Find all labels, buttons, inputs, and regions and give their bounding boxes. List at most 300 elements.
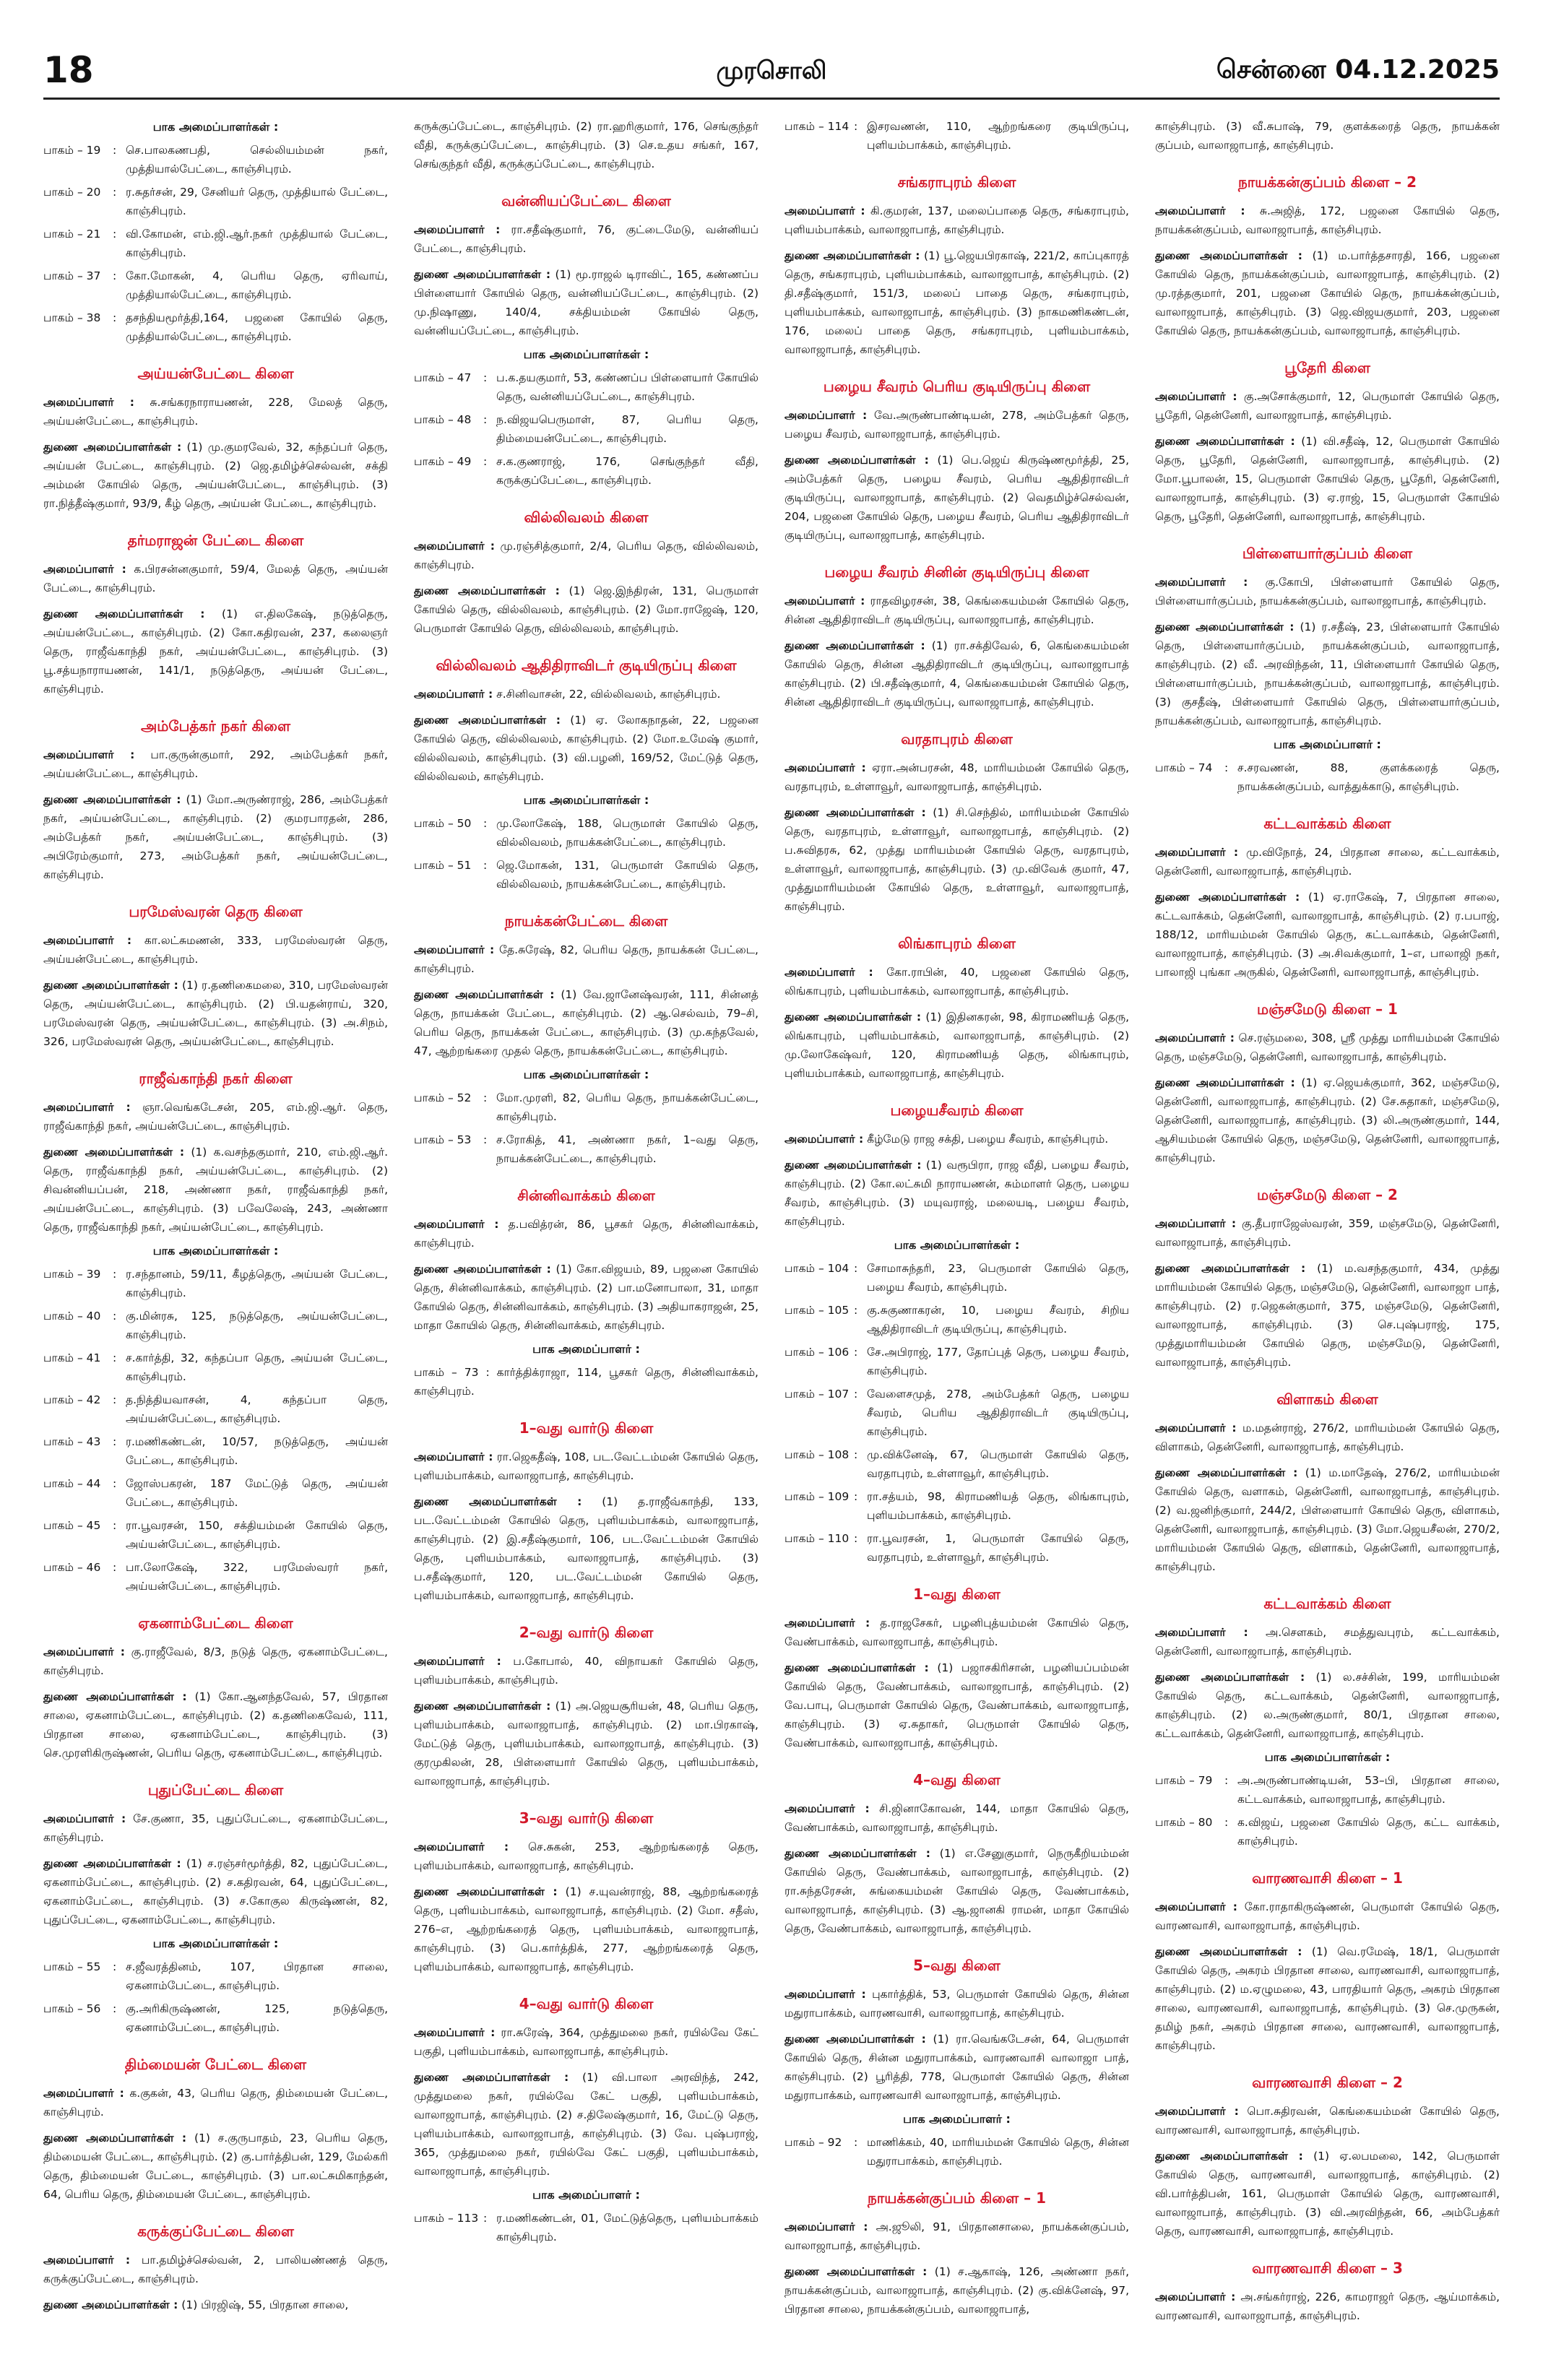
member-paragraph (43, 2295, 388, 2314)
branch-title: 5–வது கிளை (913, 1957, 1000, 1974)
booth-list-heading: பாக அமைப்பாளர் : (903, 2112, 1011, 2126)
role-label: அமைப்பாளர் : (414, 688, 493, 701)
branch-title: கருக்குப்பேட்டை கிளை (137, 2223, 294, 2240)
member-details: பொ.சுதிரவன், கெங்கையம்மன் கோயில் தெரு, வாரணவாசி, வாலாஜாபாத், காஞ்சிபுரம். (1155, 2105, 1500, 2137)
branch-section (1155, 1186, 1500, 1372)
branch-title: அம்பேத்கர் நகர் கிளை (140, 717, 291, 735)
booth-entry (414, 1130, 758, 1168)
member-paragraph (414, 1492, 758, 1605)
role-label: துணை அமைப்பாளர்கள் : (43, 793, 181, 806)
member-details: க.குகன், 43, பெரிய தெரு, திம்மையன் பேட்டை, காஞ்சிபுரம். (43, 2087, 388, 2119)
member-details: பா.தமிழ்ச்செல்வன், 2, பாலியண்ணத் தெரு, கருக்குப்பேட்டை, காஞ்சிபுரம். (43, 2254, 388, 2285)
role-label: அமைப்பாளர் : (1155, 204, 1245, 217)
role-label: அமைப்பாளர் : (785, 594, 865, 607)
branch-section (785, 1771, 1129, 1938)
branch-section (1155, 545, 1500, 796)
member-details: ம.மதன்ராஜ், 276/2, மாரியம்மன் கோயில் தெரு, விளாகம், தென்னேரி, வாலாஜாபாத், காஞ்சிபுரம். (1155, 1421, 1500, 1453)
member-paragraph (1155, 1463, 1500, 1576)
booth-number: பாகம் – 74 (1155, 761, 1213, 774)
member-paragraph (1155, 1897, 1500, 1935)
branch-section (43, 2056, 388, 2204)
branch-section (785, 1102, 1129, 1567)
member-paragraph (43, 1098, 388, 1135)
member-paragraph (414, 1882, 758, 1976)
member-paragraph (43, 1809, 388, 1847)
member-details: (1) ல.சச்சின், 199, மாரியம்மன் கோயில் தெரு, கட்டவாக்கம், தென்னேரி, வாலாஜாபாத், காஞ்சிபுரம். (2) ல.அருண்குமார், 80/1, பிரதான சாலை, கட்டவாக்கம், தென்னேரி, வாலாஜாபாத், காஞ்சிபுரம். (1155, 1671, 1500, 1740)
member-paragraph (1155, 387, 1500, 425)
booth-number: பாகம் – 106 (785, 1346, 850, 1359)
separator: : (113, 311, 117, 324)
booth-person: ரா.பூவரசன், 150, சக்தியம்மன் கோயில் தெரு, அய்யன்பேட்டை, காஞ்சிபுரம். (126, 1519, 388, 1551)
separator: : (1224, 1774, 1229, 1787)
role-label: அமைப்பாளர் : (1155, 1421, 1237, 1435)
branch-title: திம்மையன் பேட்டை கிளை (124, 2056, 307, 2073)
booth-person: ந.விஜயபெருமாள், 87, பெரிய தெரு, திம்மையன்பேட்டை, காஞ்சிபுரம். (496, 413, 758, 445)
role-label: துணை அமைப்பாளர்கள் : (785, 1661, 929, 1674)
member-details: அ.சங்கர்ராஜ், 226, காமராஜர் தெரு, ஆய்மாக்கம், வாரணவாசி, வாலாஜாபாத், காஞ்சிபுரம். (1155, 2290, 1500, 2322)
member-paragraph (1155, 1259, 1500, 1372)
member-paragraph (414, 537, 758, 574)
booth-list-heading: பாக அமைப்பாளர்கள் : (152, 1937, 279, 1950)
booth-entry (414, 2209, 758, 2246)
member-paragraph (414, 940, 758, 978)
branch-section (1155, 1869, 1500, 2055)
member-details: (1) ஏ.லபமலை, 142, பெருமாள் கோயில் தெரு, வாரணவாசி, வாலாஜாபாத், காஞ்சிபுரம். (2) வி.பார்த்திபன், 161, பெருமாள் கோயில் தெரு, வாரணவாசி, வாலாஜாபாத், காஞ்சிபுரம். (3) வி.அரவிந்தன், 66, அம்பேத்கர் தெரு, வாரணவாசி, வாலாஜாபாத், காஞ்சிபுரம். (1155, 2150, 1500, 2238)
member-paragraph (43, 2129, 388, 2204)
branch-title: 1–வது கிளை (913, 1585, 1000, 1603)
booth-number: பாகம் – 105 (785, 1304, 850, 1317)
member-details: ராதவிழரசன், 38, கெங்கையம்மன் கோயில் தெரு, சின்ன ஆதிதிராவிடர் குடியிருப்பு, வாலாஜாபாத், காஞ்சிபுரம். (785, 594, 1129, 626)
member-paragraph (785, 963, 1129, 1000)
member-details: (1) ரா.வெங்கடேசன், 64, பெருமாள் கோயில் தெரு, சின்ன மதுராபாக்கம், வாரணவாசி வாலாஜா பாத், காஞ்சிபுரம். (2) பூரித்தி, 778, பெருமாள் கோயில் தெரு, சின்ன மதுராபாக்கம், வாரணவாசி வாலாஜாபாத், காஞ்சிபுரம். (785, 2033, 1129, 2102)
member-details: (1) ச.யுவன்ராஜ், 88, ஆற்றங்கரைத் தெரு, புளியம்பாக்கம், வாலாஜாபாத், காஞ்சிபுரம். (2) மோ. சதீஸ், 276–எ, ஆற்றங்கரைத் தெரு, புளியம்பாக்கம், வாலாஜாபாத், காஞ்சிபுரம். (3) பெ.கார்த்திக், 277, ஆற்றங்கரைத் தெரு, புளியம்பாக்கம், வாலாஜாபாத், காஞ்சிபுரம். (414, 1885, 758, 1973)
member-paragraph (414, 1260, 758, 1335)
booth-person: ஜோஸ்பகரன், 187 மேட்டுத் தெரு, அய்யன் பேட்டை, காஞ்சிபுரம். (126, 1477, 388, 1509)
member-details: ரா.சதீஷ்குமார், 76, குட்டைமேடு, வன்னியப் பேட்டை, காஞ்சிபுரம். (414, 223, 758, 255)
member-paragraph (785, 1658, 1129, 1752)
booth-number: பாகம் – 104 (785, 1262, 850, 1275)
member-details: (1) இதினகரன், 98, கிராமணியத் தெரு, லிங்காபுரம், புளியம்பாக்கம், வாலாஜாபாத், காஞ்சிபுரம். (2) மு.லோகேஷ்வர், 120, கிராமணியத் தெரு, லிங்காபுரம், புளியம்பாக்கம், வாலாஜாபாத், காஞ்சிபுரம். (785, 1011, 1129, 1080)
booth-person: கு.அரிகிருஷ்ணன், 125, நடுத்தெரு, ஏகனாம்பேட்டை, காஞ்சிபுரம். (126, 2002, 388, 2034)
role-label: அமைப்பாளர் : (414, 1450, 493, 1463)
role-label: அமைப்பாளர் : (43, 563, 126, 576)
member-paragraph (43, 1687, 388, 1762)
branch-section (1155, 2074, 1500, 2241)
booth-entry (785, 1301, 1129, 1338)
member-paragraph (1155, 432, 1500, 526)
booth-number: பாகம் – 46 (43, 1561, 101, 1574)
member-details: கீழ்மேடு ராஜ சக்தி, பழைய சீவரம், காஞ்சிபுரம். (867, 1133, 1109, 1146)
member-details: (1) வி.சதீஷ், 12, பெருமாள் கோயில் தெரு, பூதேரி, தென்னேரி, வாலாஜாபாத், காஞ்சிபுரம். (2) மோ.பூபாலன், 15, பெருமாள் கோயில் தெரு, பூதேரி, தென்னேரி, வாலாஜாபாத், காஞ்சிபுரம். (3) ஏ.ராஜ், 15, பெருமாள் கோயில் தெரு, பூதேரி, தென்னேரி, வாலாஜாபாத், காஞ்சிபுரம். (1155, 435, 1500, 523)
member-details: (1) அ.ஜெயசூரியன், 48, பெரிய தெரு, புளியம்பாக்கம், வாலாஜாபாத், காஞ்சிபுரம். (2) மா.பிரகாஷ், மேட்டுத் தெரு, புளியம்பாக்கம், வாலாஜாபாத், காஞ்சிபுரம். (3) குரமுகிலன், 28, பிள்ளையார் கோயில் தெரு, புளியம்பாக்கம், வாலாஜாபாத், காஞ்சிபுரம். (414, 1700, 758, 1788)
branch-section (1155, 1595, 1500, 1851)
member-paragraph (43, 1854, 388, 1929)
branch-title: நாயக்கன்குப்பம் கிளை – 2 (1237, 173, 1417, 191)
branch-title: கட்டவாக்கம் கிளை (1263, 815, 1391, 832)
member-details: (1) சி.செந்தில், மாரியம்மன் கோயில் தெரு, வரதாபுரம், உள்ளாவூர், வாலாஜாபாத், காஞ்சிபுரம். (2) ப.சுவிதரசு, 62, முத்து மாரியம்மன் கோயில் தெரு, வரதாபுரம், உள்ளாவூர், வாலாஜாபாத், காஞ்சிபுரம். (3) மு.விவேக் குமார், 47, முத்துமாரியம்மன் கோயில் தெரு, உள்ளாவூர், வாலாஜாபாத், காஞ்சிபுரம். (785, 806, 1129, 913)
role-label: துணை அமைப்பாளர்கள் : (43, 2298, 178, 2311)
member-paragraph (1155, 1419, 1500, 1456)
role-label: அமைப்பாளர் : (1155, 846, 1239, 859)
booth-person: ச.கார்த்தி, 32, கந்தப்பா தெரு, அய்யன் பேட்டை, காஞ்சிபுரம். (126, 1351, 388, 1383)
branch-title: விளாகம் கிளை (1276, 1390, 1378, 1408)
member-details: சே.குணா, 35, புதுப்பேட்டை, ஏகனாம்பேட்டை, காஞ்சிபுரம். (43, 1812, 388, 1844)
member-details: செ.ரஞ்மலை, 308, ஸ்ரீ முத்து மாரியம்மன் கோயில் தெரு, மஞ்சமேடு, தென்னேரி, வாலாஜாபாத், காஞ்சிபுரம். (1155, 1031, 1500, 1063)
member-details: சு.சங்கரநாராயணன், 228, மேலத் தெரு, அய்யன்பேட்டை, காஞ்சிபுரம். (43, 396, 388, 428)
separator: : (113, 228, 117, 241)
branch-title: சங்கராபுரம் கிளை (897, 173, 1016, 191)
branch-title: பழைய சீவரம் பெரிய குடியிருப்பு கிளை (823, 378, 1091, 395)
separator: : (854, 1388, 858, 1401)
separator: : (113, 269, 117, 282)
paper-name: முரசொலி (716, 56, 827, 85)
role-label: அமைப்பாளர் : (1155, 2105, 1239, 2118)
member-details: (1) மு.குமரவேல், 32, கந்தப்பர் தெரு, அய்யன் பேட்டை, காஞ்சிபுரம். (2) ஜெ.தமிழ்ச்செல்வன், சக்தி அம்மன் கோயில் தெரு, அய்யன்பேட்டை, காஞ்சிபுரம். (3) ரா.நித்தீஷ்குமார், 93/9, கீழ் தெரு, அய்யன் பேட்டை, காஞ்சிபுரம். (43, 441, 388, 510)
separator: : (113, 144, 117, 157)
branch-section (1155, 359, 1500, 526)
booth-entry (414, 452, 758, 490)
booth-person: ரா.சத்யம், 98, கிராமணியத் தெரு, லிங்காபுரம், புளியம்பாக்கம், காஞ்சிபுரம். (867, 1490, 1129, 1522)
separator: : (113, 1268, 117, 1281)
booth-number: பாகம் – 44 (43, 1477, 101, 1490)
member-paragraph (414, 685, 758, 704)
member-details: (1) ஏ.ஜெயக்குமார், 362, மஞ்சமேடு, தென்னேரி, வாலாஜாபாத், காஞ்சிபுரம். (2) சே.சுதாகர், மஞ்சமேடு, தென்னேரி, வாலாஜாபாத், காஞ்சிபுரம். (3) லி.அருண்குமார், 144, ஆசியம்மன் கோயில் தெரு, மஞ்சமேடு, தென்னேரி, வாலாஜாபாத், காஞ்சிபுரம். (1155, 1076, 1500, 1164)
member-details: (1) பிரஜிஷ், 55, பிரதான சாலை, (181, 2298, 349, 2311)
member-details: (1) ச.குருபாதம், 23, பெரிய தெரு, திம்மையன் பேட்டை, காஞ்சிபுரம். (2) கு.பார்த்திபன், 129, மேல்கரி தெரு, திம்மையன் பேட்டை, காஞ்சிபுரம். (3) பா.லட்சுமிகாந்தன், 64, பெரிய தெரு, திம்மையன் பேட்டை, காஞ்சிபுரம். (43, 2132, 388, 2201)
member-details: ப.கோபால், 40, விநாயகர் கோயில் தெரு, புளியம்பாக்கம், காஞ்சிபுரம். (414, 1655, 758, 1687)
member-details: (1) க.வசந்தகுமார், 210, எம்.ஜி.ஆர். தெரு, ராஜீவ்காந்தி நகர், அய்யன்பேட்டை, காஞ்சிபுரம். (2) சிவன்னியப்பன், 218, அண்ணா நகர், ராஜீவ்காந்தி நகர், அய்யன்பேட்டை, காஞ்சிபுரம். (3) பவேலேஷ், 243, அண்ணா தெரு, ராஜீவ்காந்தி நகர், அய்யன்பேட்டை, காஞ்சிபுரம். (43, 1146, 388, 1234)
member-details: (1) ம.பார்த்தசாரதி, 166, பஜனை கோயில் தெரு, நாயக்கன்குப்பம், வாலாஜாபாத், காஞ்சிபுரம். (2) மு.ரத்தகுமார், 201, பஜனை கோயில் தெரு, நாயக்கன்குப்பம், வாலாஜாபாத், காஞ்சிபுரம். (3) ஜெ.விஜயகுமார், 203, பஜனை கோயில் தெரு, நாயக்கன்குப்பம், வாலாஜாபாத், காஞ்சிபுரம். (1155, 249, 1500, 337)
booth-person: மு.விக்னேஷ், 67, பெருமாள் கோயில் தெரு, வரதாபுரம், உள்ளாவூர், காஞ்சிபுரம். (867, 1448, 1129, 1480)
booth-number: பாகம் – 56 (43, 2002, 101, 2015)
role-label: அமைப்பாளர் : (414, 1218, 499, 1231)
branch-section (1155, 815, 1500, 982)
booth-number: பாகம் – 38 (43, 311, 101, 324)
member-details: க.பிரசன்னகுமார், 59/4, மேலத் தெரு, அய்யன் பேட்டை, காஞ்சிபுரம். (43, 563, 388, 594)
role-label: துணை அமைப்பாளர்கள் : (43, 1690, 187, 1703)
member-details: அ.ஜூலி, 91, பிரதானசாலை, நாயக்கன்குப்பம், வாலாஜாபாத், காஞ்சிபுரம். (785, 2220, 1129, 2252)
role-label: அமைப்பாளர் : (1155, 576, 1248, 589)
branch-title: ஏகனாம்பேட்டை கிளை (138, 1614, 293, 1632)
branch-section (785, 117, 1129, 155)
booth-number: பாகம் – 92 (785, 2136, 842, 2149)
column (414, 117, 758, 2363)
role-label: துணை அமைப்பாளர்கள் : (43, 607, 205, 620)
booth-number: பாகம் – 55 (43, 1960, 101, 1973)
member-paragraph (1155, 843, 1500, 880)
member-paragraph (1155, 117, 1500, 155)
role-label: துணை அமைப்பாளர்கள் : (1155, 1671, 1305, 1684)
branch-title: மஞ்சமேடு கிளை – 2 (1257, 1186, 1398, 1203)
booth-entry (43, 225, 388, 262)
booth-number: பாகம் – 21 (43, 228, 101, 241)
role-label: துணை அமைப்பாளர்கள் : (1155, 1262, 1306, 1275)
member-paragraph (1155, 1623, 1500, 1661)
member-details: கருக்குப்பேட்டை, காஞ்சிபுரம். (2) ரா.ஹரிகுமார், 176, செங்குந்தர் வீதி, கருக்குப்பேட்டை, காஞ்சிபுரம். (3) செ.உதய சங்கர், 167, செங்குந்தர் வீதி, கருக்குப்பேட்டை, காஞ்சிபுரம். (414, 120, 758, 170)
booth-entry (785, 1343, 1129, 1380)
separator: : (854, 1448, 858, 1461)
booth-person: மு.லோகேஷ், 188, பெருமாள் கோயில் தெரு, வில்லிவலம், நாயக்கன்பேட்டை, காஞ்சிபுரம். (496, 817, 758, 849)
booth-entry (785, 2133, 1129, 2171)
member-details: கு.ராஜீவேல், 8/3, நடுத் தெரு, ஏகனாம்பேட்டை, காஞ்சிபுரம். (43, 1645, 388, 1677)
role-label: அமைப்பாளர் : (414, 2026, 496, 2039)
member-paragraph (43, 1143, 388, 1237)
member-details: மு.விநோத், 24, பிரதான சாலை, கட்டவாக்கம், தென்னேரி, வாலாஜாபாத், காஞ்சிபுரம். (1155, 846, 1500, 878)
branch-section (43, 1070, 388, 1596)
role-label: அமைப்பாளர் : (785, 761, 866, 774)
member-details: ச.சினிவாசன், 22, வில்லிவலம், காஞ்சிபுரம். (496, 688, 721, 701)
member-details: சு.அஜித், 172, பஜனை கோயில் தெரு, நாயக்கன்குப்பம், வாலாஜாபாத், காஞ்சிபுரம். (1155, 204, 1500, 236)
booth-entry (43, 1558, 388, 1596)
role-label: துணை அமைப்பாளர்கள் : (414, 1263, 551, 1276)
separator: : (854, 1490, 858, 1503)
role-label: துணை அமைப்பாளர்கள் : (43, 441, 182, 454)
role-label: அமைப்பாளர் : (785, 966, 873, 979)
role-label: துணை அமைப்பாளர்கள் : (785, 454, 929, 467)
member-paragraph (785, 246, 1129, 359)
booth-entry (43, 1265, 388, 1302)
booth-number: பாகம் – 40 (43, 1310, 101, 1323)
branch-section (414, 1624, 758, 1791)
separator: : (483, 2212, 488, 2225)
branch-section (1155, 117, 1500, 155)
role-label: அமைப்பாளர் : (785, 1988, 866, 2001)
branch-title: 4–வது வார்டு கிளை (519, 1995, 654, 2012)
branch-title: சின்னிவாக்கம் கிளை (517, 1187, 655, 1204)
booth-list-heading: பாக அமைப்பாளர்கள் : (523, 793, 649, 807)
booth-entry (43, 1957, 388, 1995)
booth-number: பாகம் – 109 (785, 1490, 850, 1503)
member-paragraph (414, 265, 758, 340)
booth-number: பாகம் – 113 (414, 2212, 479, 2225)
branch-title: தர்மராஜன் பேட்டை கிளை (127, 532, 304, 549)
member-paragraph (785, 758, 1129, 796)
role-label: அமைப்பாளர் : (414, 1840, 509, 1853)
role-label: துணை அமைப்பாளர்கள் : (414, 1700, 551, 1713)
branch-section (43, 1614, 388, 1762)
role-label: துணை அமைப்பாளர்கள் : (1155, 2150, 1303, 2163)
member-paragraph (785, 592, 1129, 629)
member-paragraph (785, 451, 1129, 545)
dateline: சென்னை 04.12.2025 (1216, 55, 1500, 85)
role-label: அமைப்பாளர் : (1155, 1900, 1238, 1913)
branch-section (43, 1781, 388, 2037)
booth-number: பாகம் – 20 (43, 186, 101, 199)
member-details: (1) ஏ. லோகநாதன், 22, பஜனை கோயில் தெரு, வில்லிவலம், காஞ்சிபுரம். (2) மோ.உமேஷ் குமார், வில்லிவலம், காஞ்சிபுரம். (3) வி.பழனி, 169/52, மேட்டுத் தெரு, வில்லிவலம், காஞ்சிபுரம். (414, 714, 758, 783)
member-paragraph (1155, 888, 1500, 982)
booth-list-heading: பாக அமைப்பாளர்கள் : (523, 347, 649, 361)
member-details: கு.அசோக்குமார், 12, பெருமாள் கோயில் தெரு, பூதேரி, தென்னேரி, வாலாஜாபாத், காஞ்சிபுரம். (1155, 390, 1500, 422)
booth-person: கு.சுகுணாகரன், 10, பழைய சீவரம், சிறிய ஆதிதிராவிடர் குடியிருப்பு, காஞ்சிபுரம். (867, 1304, 1129, 1336)
branch-section (43, 365, 388, 513)
separator: : (483, 817, 488, 830)
role-label: அமைப்பாளர் : (785, 204, 865, 217)
member-paragraph (785, 406, 1129, 443)
member-paragraph (414, 1697, 758, 1791)
branch-section (414, 117, 758, 173)
member-paragraph (43, 605, 388, 698)
member-paragraph (43, 560, 388, 597)
role-label: அமைப்பாளர் : (43, 1101, 131, 1114)
member-details: (1) எ.சேனுகுமார், நெருகீறியம்மன் கோயில் தெரு, வேண்பாக்கம், வாலாஜாபாத், காஞ்சிபுரம். (2) ரா.சுந்தரேசன், சுங்கையம்மன் கோயில் தெரு, வேண்பாக்கம், வாலாஜாபாத், காஞ்சிபுரம். (3) ஆ.ஜானகி ராமன், மாதா கோயில் தெரு, வேண்பாக்கம், வாலாஜாபாத், காஞ்சிபுரம். (785, 1847, 1129, 1935)
separator: : (113, 1435, 117, 1448)
role-label: துணை அமைப்பாளர்கள் : (1155, 891, 1300, 904)
role-label: துணை அமைப்பாளர்கள் : (1155, 1945, 1302, 1958)
branch-title: மஞ்சமேடு கிளை – 1 (1257, 1000, 1398, 1018)
member-paragraph (1155, 1668, 1500, 1743)
booth-person: த.நித்தியவாசன், 4, கந்தப்பா தெரு, அய்யன்பேட்டை, காஞ்சிபுரம். (126, 1393, 388, 1425)
role-label: துணை அமைப்பாளர்கள் : (43, 979, 178, 992)
branch-title: 2–வது வார்டு கிளை (519, 1624, 654, 1641)
branch-section (785, 1585, 1129, 1752)
branch-title: அய்யன்பேட்டை கிளை (137, 365, 294, 382)
booth-person: வேளைசமுத், 278, அம்பேத்கர் தெரு, பழைய சீவரம், பெரிய ஆதிதிராவிடர் குடியிருப்பு, காஞ்சிபுரம். (867, 1388, 1129, 1438)
branch-section (43, 2223, 388, 2314)
booth-entry (43, 1999, 388, 2037)
booth-number: பாகம் – 42 (43, 1393, 101, 1406)
booth-entry (1155, 1813, 1500, 1851)
member-details: பா.குருன்குமார், 292, அம்பேத்கர் நகர், அய்யன்பேட்டை, காஞ்சிபுரம். (43, 748, 388, 780)
member-paragraph (785, 636, 1129, 711)
member-paragraph (1155, 618, 1500, 730)
booth-person: ச.க.குணராஜ், 176, செங்குந்தர் வீதி, கருக்குப்பேட்டை, காஞ்சிபுரம். (496, 455, 758, 487)
member-paragraph (1155, 202, 1500, 239)
member-paragraph (785, 2030, 1129, 2105)
member-paragraph (785, 1799, 1129, 1837)
separator: : (1224, 1816, 1229, 1829)
role-label: அமைப்பாளர் : (1155, 390, 1237, 403)
booth-entry (43, 267, 388, 304)
member-paragraph (785, 202, 1129, 239)
booth-number: பாகம் – 114 (785, 120, 850, 133)
booth-list-heading: பாக அமைப்பாளர்கள் : (894, 1238, 1020, 1252)
booth-person: ர.சந்தானம், 59/11, கீழத்தெரு, அய்யன் பேட்டை, காஞ்சிபுரம். (126, 1268, 388, 1299)
separator: : (113, 1561, 117, 1574)
branch-section (785, 378, 1129, 545)
member-details: (1) கோ.விஜயம், 89, பஜனை கோயில் தெரு, சின்னிவாக்கம், காஞ்சிபுரம். (2) பா.மனோபாலா, 31, மாதா கோயில் தெரு, சின்னிவாக்கம், காஞ்சிபுரம். (3) அதியாகராஜன், 25, மாதா கோயில் தெரு, சின்னிவாக்கம், காஞ்சிபுரம். (414, 1263, 758, 1332)
member-details: (1) ஏ.ராகேஷ், 7, பிரதான சாலை, கட்டவாக்கம், தென்னேரி, வாலாஜாபாத், காஞ்சிபுரம். (2) ர.பபாஜ், 188/12, மாரியம்மன் கோயில் தெரு, கட்டவாக்கம், தென்னேரி, வாலாஜாபாத், காஞ்சிபுரம். (3) அ.சிவக்குமார், 1–எ, பாலாஜி நகர், பாலாஜி புங்கா அருகில், தென்னேரி, வாலாஜாபாத், காஞ்சிபுரம். (1155, 891, 1500, 979)
booth-entry (785, 1385, 1129, 1441)
member-paragraph (43, 931, 388, 969)
branch-section (43, 717, 388, 884)
booth-number: பாகம் – 41 (43, 1351, 101, 1364)
branch-title: பழையசீவரம் கிளை (890, 1102, 1024, 1119)
role-label: துணை அமைப்பாளர்கள் : (785, 1011, 922, 1024)
member-details: (1) பூ.ஜெயபிரகாஷ், 221/2, காப்புகாரத் தெரு, சங்கராபுரம், புளியம்பாக்கம், வாலாஜாபாத், காஞ்சிபுரம். (2) தி.சதீஷ்குமார், 151/3, மலைப் பாதை தெரு, சங்கராபுரம், புளியம்பாக்கம், வாலாஜாபாத், காஞ்சிபுரம். (3) நாகமணிகண்டன், 176, மலைப் பாதை தெரு, சங்கராபுரம், புளியம்பாக்கம், வாலாஜாபாத், காஞ்சிபுரம். (785, 249, 1129, 356)
member-paragraph (414, 220, 758, 258)
role-label: துணை அமைப்பாளர்கள் : (414, 2071, 569, 2084)
role-label: அமைப்பாளர் : (43, 2087, 124, 2100)
booth-number: பாகம் – 50 (414, 817, 472, 830)
member-details: கோ.ராபின், 40, பஜனை கோயில் தெரு, லிங்காபுரம், புளியம்பாக்கம், வாலாஜாபாத், காஞ்சிபுரம். (785, 966, 1129, 998)
member-details: மு.ரஞ்சித்குமார், 2/4, பெரிய தெரு, வில்லிவலம், காஞ்சிபுரம். (414, 540, 758, 571)
role-label: அமைப்பாளர் : (785, 1133, 864, 1146)
member-paragraph (414, 1838, 758, 1875)
role-label: அமைப்பாளர் : (785, 409, 868, 422)
role-label: துணை அமைப்பாளர்கள் : (1155, 1076, 1295, 1089)
member-paragraph (414, 711, 758, 786)
branch-title: பழைய சீவரம் சினின் குடியிருப்பு கிளை (824, 563, 1089, 581)
role-label: துணை அமைப்பாளர்கள் : (43, 1146, 185, 1159)
member-paragraph (1155, 1029, 1500, 1066)
branch-section (43, 903, 388, 1051)
member-details: த.ராஜசேகர், பழனிபுத்யம்மன் கோயில் தெரு, வேண்பாக்கம், வாலாஜாபாத், காஞ்சிபுரம். (785, 1617, 1129, 1648)
role-label: துணை அமைப்பாளர்கள் : (1155, 1466, 1298, 1479)
branch-title: பூதேரி கிளை (1284, 359, 1370, 376)
member-details: (1) வே.ஜானேஷ்வரன், 111, சின்னத் தெரு, நாயக்கன் பேட்டை, காஞ்சிபுரம். (2) ஆ.செல்வம், 79–சி, பெரிய தெரு, நாயக்கன் பேட்டை, காஞ்சிபுரம். (3) மு.கந்தவேல், 47, ஆற்றங்கரை முதல் தெரு, நாயக்கன்பேட்டை, காஞ்சிபுரம். (414, 988, 758, 1057)
member-paragraph (43, 2084, 388, 2121)
separator: : (854, 120, 858, 133)
role-label: அமைப்பாளர் : (43, 1812, 126, 1825)
member-details: வே.அருண்பாண்டியன், 278, அம்பேத்கர் தெரு, பழைய சீவரம், வாலாஜாபாத், காஞ்சிபுரம். (785, 409, 1129, 441)
separator: : (483, 859, 488, 872)
booth-number: பாகம் – 51 (414, 859, 472, 872)
role-label: அமைப்பாளர் : (785, 1802, 870, 1815)
role-label: அமைப்பாளர் : (43, 748, 135, 761)
role-label: துணை அமைப்பாளர்கள் : (785, 1159, 922, 1172)
member-details: (1) பஜாசகிரிசான், பழனியப்பம்மன் கோயில் தெரு, வேண்பாக்கம், வாலாஜாபாத், காஞ்சிபுரம். (2) வே.பாபு, பெருமாள் கோயில் தெரு, வேண்பாக்கம், வாலாஜாபாத், காஞ்சிபுரம். (3) ஏ.சுதாகர், பெருமாள் கோயில் தெரு, வேண்பாக்கம், வாலாஜாபாத், காஞ்சிபுரம். (785, 1661, 1129, 1749)
member-details: (1) த.ராஜீவ்காந்தி, 133, பட.வேட்டம்மன் கோயில் தெரு, புளியம்பாக்கம், வாலாஜாபாத், காஞ்சிபுரம். (2) இ.சதீஷ்குமார், 106, பட.வேட்டம்மன் கோயில் தெரு, புளியம்பாக்கம், வாலாஜாபாத், காஞ்சிபுரம். (3) ப.சதீஷ்குமார், 120, பட.வேட்டம்மன் கோயில் தெரு, புளியம்பாக்கம், வாலாஜாபாத், காஞ்சிபுரம். (414, 1495, 758, 1602)
separator: : (854, 2136, 858, 2149)
member-details: (1) ஜெ.இந்திரன், 131, பெருமாள் கோயில் தெரு, வில்லிவலம், காஞ்சிபுரம். (2) மோ.ராஜேஷ், 120, பெருமாள் கோயில் தெரு, வில்லிவலம், காஞ்சிபுரம். (414, 584, 758, 635)
role-label: துணை அமைப்பாளர்கள் : (414, 584, 560, 597)
member-paragraph (785, 1985, 1129, 2022)
branch-section (785, 1957, 1129, 2171)
role-label: துணை அமைப்பாளர்கள் : (43, 2132, 187, 2145)
booth-person: மாணிக்கம், 40, மாரியம்மன் கோயில் தெரு, சின்ன மதுராபாக்கம், காஞ்சிபுரம். (867, 2136, 1129, 2168)
member-details: கு.தீபராஜேஸ்வரன், 359, மஞ்சமேடு, தென்னேரி, வாலாஜாபாத், காஞ்சிபுரம். (1155, 1217, 1500, 1249)
separator: : (483, 1133, 488, 1146)
role-label: அமைப்பாளர் : (43, 934, 132, 947)
branch-section (414, 657, 758, 893)
booth-entry (414, 814, 758, 852)
branch-title: 1–வது வார்டு கிளை (519, 1419, 654, 1437)
booth-person: செ.பாலகணபதி, செல்லியம்மன் நகர், முத்தியால்பேட்டை, காஞ்சிபுரம். (126, 144, 388, 176)
booth-entry (43, 1432, 388, 1470)
member-details: (1) ம.வசந்தகுமார், 434, முத்து மாரியம்மன் கோயில் தெரு, மஞ்சமேடு, தென்னேரி, வாலாஜா பாத், காஞ்சிபுரம். (2) ர.ஜெகன்குமார், 375, மஞ்சமேடு, தென்னேரி, வாலாஜாபாத், காஞ்சிபுரம். (3) செ.புஷ்பராஜ், 175, முத்துமாரியம்மன் கோயில் தெரு, மஞ்சமேடு, தென்னேரி, வாலாஜாபாத், காஞ்சிபுரம். (1155, 1262, 1500, 1369)
member-paragraph (43, 1643, 388, 1680)
member-details: ரா.ஜெகதீஷ், 108, பட.வேட்டம்மன் கோயில் தெரு, புளியம்பாக்கம், வாலாஜாபாத், காஞ்சிபுரம். (414, 1450, 758, 1482)
branch-title: வரதாபுரம் கிளை (901, 730, 1013, 748)
branch-section (785, 2189, 1129, 2319)
member-paragraph (43, 438, 388, 513)
booth-entry (785, 1487, 1129, 1525)
booth-person: சோமாசுந்தரி, 23, பெருமாள் கோயில் தெரு, பழைய சீவரம், காஞ்சிபுரம். (867, 1262, 1129, 1294)
branch-title: ராஜீவ்காந்தி நகர் கிளை (139, 1070, 293, 1087)
booth-list-heading: பாக அமைப்பாளர் : (532, 1342, 640, 1356)
role-label: துணை அமைப்பாளர்கள் : (1155, 249, 1302, 262)
booth-person: க.விஜய், பஜனை கோயில் தெரு, கட்ட வாக்கம், காஞ்சிபுரம். (1237, 1816, 1500, 1848)
branch-title: பரமேஸ்வரன் தெரு கிளை (129, 903, 303, 920)
role-label: அமைப்பாளர் : (1155, 1626, 1248, 1639)
member-paragraph (785, 1130, 1129, 1148)
member-paragraph (785, 2217, 1129, 2255)
role-label: அமைப்பாளர் : (1155, 1217, 1237, 1230)
booth-person: ரா.பூவரசன், 1, பெருமாள் கோயில் தெரு, வரதாபுரம், உள்ளாவூர், காஞ்சிபுரம். (867, 1532, 1129, 1564)
member-paragraph (414, 1448, 758, 1485)
member-details: கோ.ராதாகிருஷ்ணன், பெருமாள் கோயில் தெரு, வாரணவாசி, வாலாஜாபாத், காஞ்சிபுரம். (1155, 1900, 1500, 1932)
separator: : (113, 2002, 117, 2015)
role-label: அமைப்பாளர் : (785, 2220, 868, 2233)
separator: : (113, 1310, 117, 1323)
branch-section (414, 1809, 758, 1976)
member-paragraph (43, 745, 388, 783)
separator: : (113, 1477, 117, 1490)
member-details: (1) வி.பாலா அரவிந்த், 242, முத்துமலை நகர், ரயில்வே கேட் பகுதி, புளியம்பாக்கம், வாலாஜாபாத், காஞ்சிபுரம். (2) ச.திலேஷ்குமார், 16, மேட்டு தெரு, புளியம்பாக்கம், வாலாஜாபாத், காஞ்சிபுரம். (3) வே. புஷ்பராஜ், 365, முத்துமலை நகர், ரயில்வே கேட் பகுதி, புளியம்பாக்கம், வாலாஜாபாத், காஞ்சிபுரம். (414, 2071, 758, 2178)
separator: : (483, 413, 488, 426)
role-label: துணை அமைப்பாளர்கள் : (785, 639, 925, 652)
booth-number: பாகம் – 52 (414, 1091, 472, 1104)
